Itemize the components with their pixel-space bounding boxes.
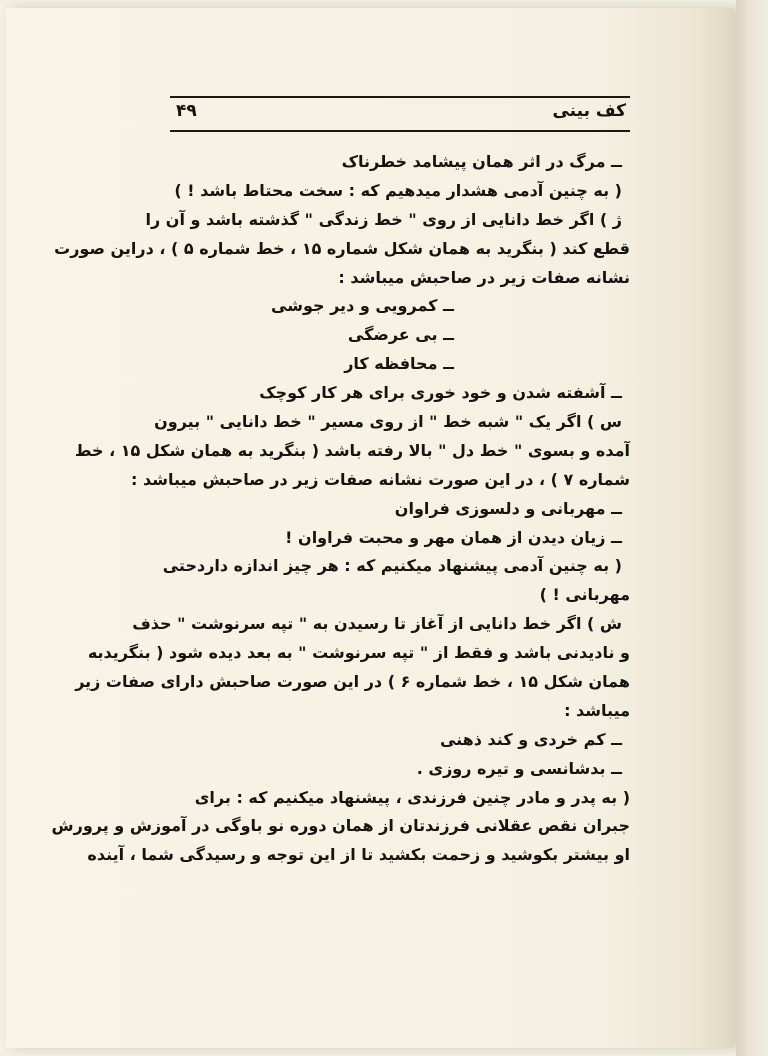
- body-text: [51, 148, 630, 870]
- text-line: شماره ۷ ) ، در این صورت نشانه صفات زیر در صاحبش میباشد :: [131, 469, 630, 489]
- text-line: و نادیدنی باشد و فقط از " تپه سرنوشت " به بعد دیده شود ( بنگریدبه: [87, 643, 630, 663]
- text-line: ش ) اگر خط دانایی از آغاز تا رسیدن به " تپه سرنوشت " حذف: [132, 614, 622, 634]
- text-line: ــ زیان دیدن از همان مهر و محبت فراوان !: [285, 527, 622, 547]
- text-line: س ) اگر یک " شبه خط " از روی مسیر " خط دانایی " بیرون: [154, 412, 622, 432]
- text-line: او بیشتر بکوشید و زحمت بکشید تا از این توجه و رسیدگی شما ، آینده: [87, 845, 630, 865]
- text-line: قطع کند ( بنگرید به همان شکل شماره ۱۵ ، خط شماره ۵ ) ، دراین صورت: [54, 238, 630, 258]
- text-line: همان شکل ۱۵ ، خط شماره ۶ ) در این صورت صاحبش دارای صفات زیر: [75, 672, 630, 692]
- text-line: ( به پدر و مادر چنین فرزندی ، پیشنهاد میکنیم که : برای: [194, 787, 630, 807]
- text-line: ــ کم خردی و کند ذهنی: [439, 729, 622, 749]
- text-line: میباشد :: [564, 700, 630, 720]
- page-number: ۴۹: [176, 101, 197, 121]
- text-line: ژ ) اگر خط دانایی از روی " خط زندگی " گذشته باشد و آن را: [145, 209, 622, 229]
- text-line: ــ بدشانسی و تیره روزی .: [416, 758, 622, 778]
- text-line: ــ کمرویی و دیر جوشی: [271, 296, 454, 316]
- text-line: ــ مرگ در اثر همان پیشامد خطرناک: [341, 152, 622, 171]
- text-line: ــ آشفته شدن و خود خوری برای هر کار کوچک: [259, 383, 622, 403]
- running-head: [170, 96, 630, 132]
- text-line: آمده و بسوی " خط دل " بالا رفته باشد ( بنگرید به همان شکل ۱۵ ، خط: [74, 440, 630, 460]
- book-title: کف بینی: [552, 101, 626, 121]
- text-line: ــ مهربانی و دلسوزی فراوان: [394, 498, 622, 518]
- text-line: جبران نقص عقلانی فرزندتان از همان دوره نو باوگی در آموزش و پرورش: [51, 816, 630, 836]
- text-line: ــ بی عرضگی: [347, 325, 454, 345]
- text-line: ( به چنین آدمی هشدار میدهیم که : سخت محتاط باشد ! ): [174, 180, 622, 200]
- text-line: مهربانی ! ): [539, 585, 630, 605]
- text-line: ــ محافظه کار: [344, 354, 454, 374]
- page-edge: [736, 0, 768, 1056]
- text-line: نشانه صفات زیر در صاحبش میباشد :: [338, 267, 630, 287]
- text-line: ( به چنین آدمی پیشنهاد میکنیم که : هر چیز اندازه داردحتی: [162, 556, 622, 576]
